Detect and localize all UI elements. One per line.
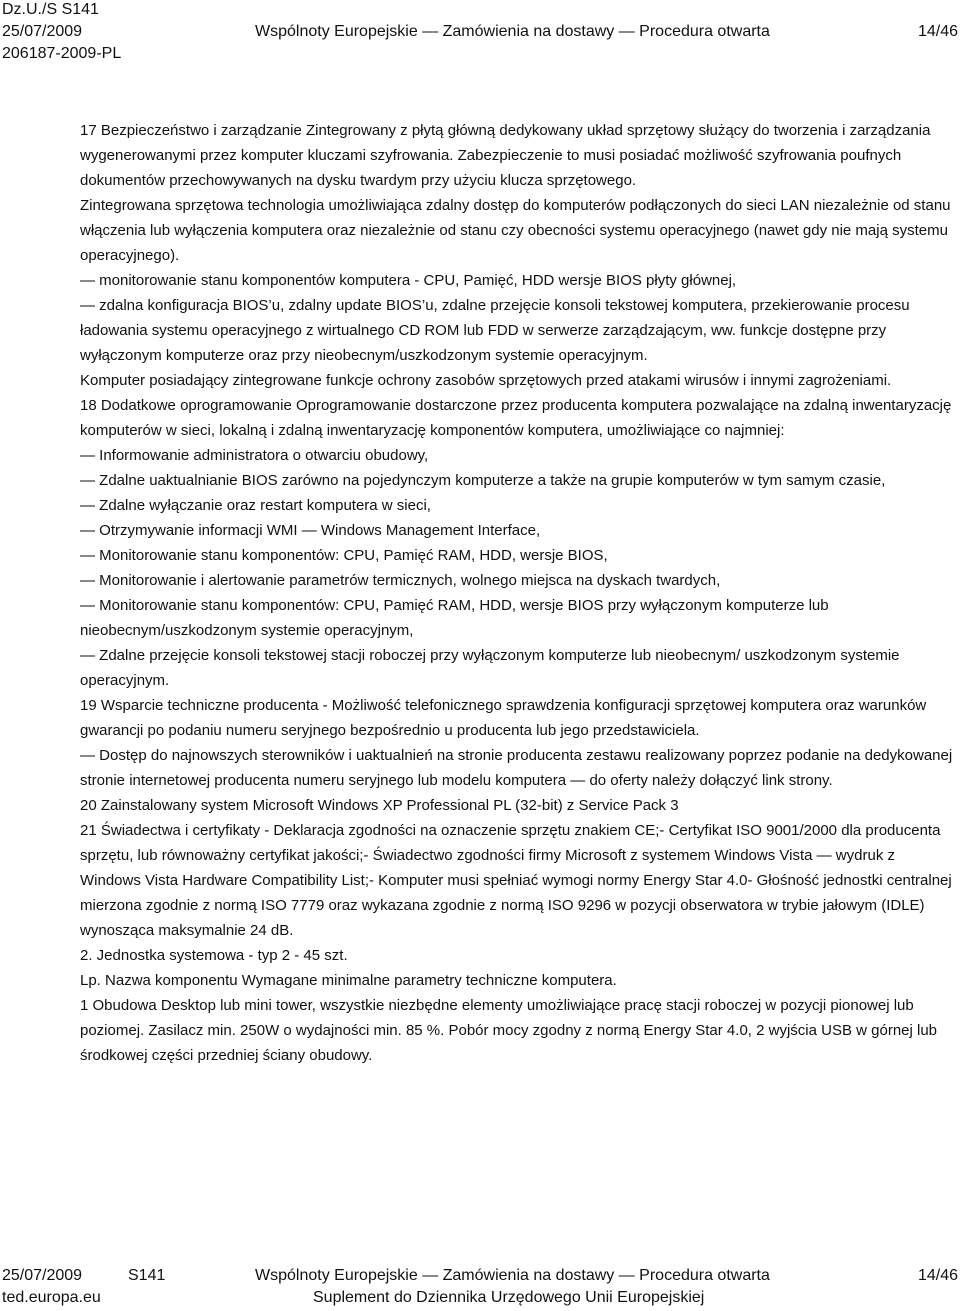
footer-site-link[interactable]: ted.europa.eu — [2, 1289, 101, 1306]
document-body — [80, 118, 956, 1068]
paragraph: 19 Wsparcie techniczne producenta - Możliwość telefonicznego sprawdzenia konfiguracji sprzętowej komputera oraz warunków gwarancji po podaniu numeru seryjnego bezpośrednio u producenta lub jego przedstawiciela. — [80, 697, 927, 739]
paragraph: 1 Obudowa Desktop lub mini tower, wszystkie niezbędne elementy umożliwiające pracę stacji roboczej w pozycji pionowej lub poziomej. Zasilacz min. 250W o wydajności min. 85 %. Pobór mocy zgodny z normą Energy Star 4.0, 2 wyjścia USB w górnej lub środkowej części przedniej ściany obudowy. — [80, 997, 938, 1064]
paragraph: — Zdalne przejęcie konsoli tekstowej stacji roboczej przy wyłączonym komputerze lub nieobecnym/ uszkodzonym systemie operacyjnym. — [80, 647, 900, 689]
footer-page-number: 14/46 — [917, 1267, 958, 1284]
paragraph: — Zdalne uaktualnianie BIOS zarówno na pojedynczym komputerze a także na grupie komputerów w tym samym czasie, — [80, 472, 886, 489]
footer-supplement: Suplement do Dziennika Urzędowego Unii Europejskiej — [313, 1289, 705, 1306]
paragraph: — Zdalne wyłączanie oraz restart komputera w sieci, — [80, 497, 431, 514]
paragraph: — Informowanie administratora o otwarciu obudowy, — [80, 447, 429, 464]
paragraph: — Otrzymywanie informacji WMI — Windows Management Interface, — [80, 522, 541, 539]
paragraph: 21 Świadectwa i certyfikaty - Deklaracja zgodności na oznaczenie sprzętu znakiem CE;- Certyfikat ISO 9001/2000 dla producenta sprzętu, lub równoważny certyfikat jakości;- Świadectwo zgodności firmy Microsoft z systemem Windows Vista — wydruk z Windows Vista Hardware Compatibility List;- Komputer musi spełniać wymogi normy Energy Star 4.0- Głośność jednostki centralnej mierzona zgodnie z normą ISO 7779 oraz wykazana zgodnie z normą ISO 9296 w pozycji obserwatora w trybie jałowym (IDLE) wynosząca maksymalnie 24 dB. — [80, 822, 952, 939]
footer-date: 25/07/2009 — [2, 1267, 83, 1284]
paragraph: 18 Dodatkowe oprogramowanie Oprogramowanie dostarczone przez producenta komputera pozwalające na zdalną inwentaryzację komputerów w sieci, lokalną i zdalną inwentaryzację komponentów komputera, umożliwiające co najmniej: — [80, 397, 952, 439]
header-page-number: 14/46 — [917, 23, 958, 40]
paragraph: — Monitorowanie i alertowanie parametrów termicznych, wolnego miejsca na dyskach twardych, — [80, 572, 721, 589]
paragraph: Lp. Nazwa komponentu Wymagane minimalne parametry techniczne komputera. — [80, 972, 617, 989]
document-reference: 206187-2009-PL — [2, 45, 122, 62]
paragraph: — Monitorowanie stanu komponentów: CPU, Pamięć RAM, HDD, wersje BIOS przy wyłączonym komputerze lub nieobecnym/uszkodzonym systemie operacyjnym, — [80, 597, 829, 639]
paragraph: 2. Jednostka systemowa - typ 2 - 45 szt. — [80, 947, 348, 964]
paragraph: — zdalna konfiguracja BIOS’u, zdalny update BIOS’u, zdalne przejęcie konsoli tekstowej komputera, przekierowanie procesu ładowania systemu operacyjnego z wirtualnego CD ROM lub FDD w serwerze zarządzającym, ww. funkcje dostępne przy wyłączonym komputerze oraz przy nieobecnym/uszkodzonym systemie operacyjnym. — [80, 297, 910, 364]
paragraph: 20 Zainstalowany system Microsoft Windows XP Professional PL (32-bit) z Service Pack 3 — [80, 797, 679, 814]
page-header — [0, 0, 960, 66]
header-title: Wspólnoty Europejskie — Zamówienia na dostawy — Procedura otwarta — [255, 23, 770, 40]
paragraph: Zintegrowana sprzętowa technologia umożliwiająca zdalny dostęp do komputerów podłączonych do sieci LAN niezależnie od stanu włączenia lub wyłączenia komputera oraz niezależnie od stanu czy obecności systemu operacyjnego (nawet gdy nie mają systemu operacyjnego). — [80, 197, 951, 264]
footer-title: Wspólnoty Europejskie — Zamówienia na dostawy — Procedura otwarta — [255, 1267, 770, 1284]
footer-issue: S141 — [128, 1267, 166, 1284]
journal-reference: Dz.U./S S141 — [2, 1, 99, 18]
header-date: 25/07/2009 — [2, 23, 83, 40]
paragraph: — monitorowanie stanu komponentów komputera - CPU, Pamięć, HDD wersje BIOS płyty głównej, — [80, 272, 737, 289]
page-footer — [0, 1266, 960, 1310]
paragraph: 17 Bezpieczeństwo i zarządzanie Zintegrowany z płytą główną dedykowany układ sprzętowy służący do tworzenia i zarządzania wygenerowanymi przez komputer kluczami szyfrowania. Zabezpieczenie to musi posiadać możliwość szyfrowania poufnych dokumentów przechowywanych na dysku twardym przy użyciu klucza sprzętowego. — [80, 122, 931, 189]
paragraph: — Dostęp do najnowszych sterowników i uaktualnień na stronie producenta zestawu realizowany poprzez podanie na dedykowanej stronie internetowej producenta numeru seryjnego lub modelu komputera — do oferty należy dołączyć link strony. — [80, 747, 953, 789]
paragraph: Komputer posiadający zintegrowane funkcje ochrony zasobów sprzętowych przed atakami wirusów i innymi zagrożeniami. — [80, 372, 892, 389]
paragraph: — Monitorowanie stanu komponentów: CPU, Pamięć RAM, HDD, wersje BIOS, — [80, 547, 608, 564]
